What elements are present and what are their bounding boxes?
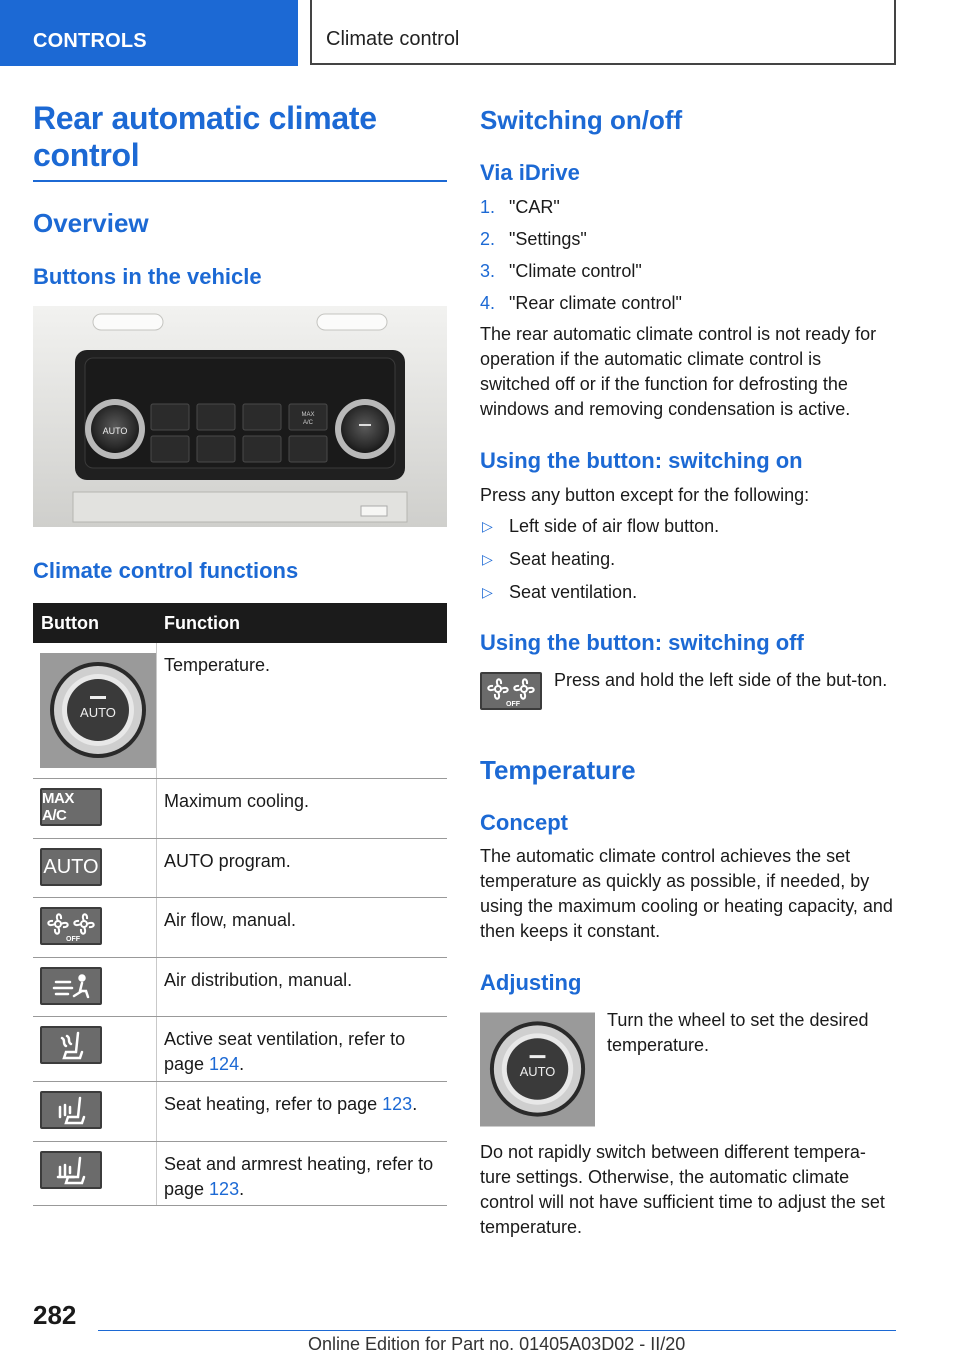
svg-text:AUTO: AUTO [80, 705, 116, 720]
edition-text: Online Edition for Part no. 01405A03D02 - II/20 [308, 1334, 686, 1354]
function-text: Active seat ventilation, refer to page 124. [164, 1029, 406, 1074]
table-row [33, 898, 447, 958]
col-button-header: Button [41, 613, 99, 633]
list-item: 2. "Settings" [480, 229, 587, 249]
exception-list [480, 510, 896, 609]
function-text: Seat heating, refer to page 123. [164, 1094, 418, 1114]
warning-text: Do not rapidly switch between different tempera-ture settings. Otherwise, the automatic climate control will not have sufficient time to adjust the set temperature. [480, 1142, 885, 1237]
svg-text:OFF: OFF [506, 701, 520, 708]
list-item: 3. "Climate control" [480, 261, 642, 281]
max-ac-icon: MAX A/C [40, 788, 102, 826]
adjusting-heading: Adjusting [480, 970, 582, 995]
temperature-heading: Temperature [480, 755, 636, 785]
list-item: ▷ Seat ventilation. [482, 582, 638, 602]
left-column [33, 100, 447, 1199]
footer-rule [98, 1330, 896, 1331]
rear-panel-illustration [33, 306, 447, 527]
page-link-123[interactable]: 123 [209, 1179, 240, 1199]
section-title: CONTROLS [33, 30, 147, 52]
function-text: Seat and armrest heating, refer to page 123. [164, 1154, 434, 1199]
table-row [33, 643, 447, 779]
function-text: AUTO program. [164, 851, 291, 871]
svg-text:OFF: OFF [66, 936, 80, 943]
chapter-box [310, 0, 896, 65]
page-header [0, 0, 960, 66]
via-idrive-heading: Via iDrive [480, 160, 580, 185]
seat-armrest-heating-icon [40, 1151, 102, 1189]
table-row [33, 779, 447, 839]
fan-icon [40, 907, 102, 945]
function-text: Air distribution, manual. [164, 970, 353, 990]
photo-auto-text: AUTO [102, 426, 128, 436]
functions-table [33, 603, 447, 1206]
table-header [33, 603, 447, 643]
idrive-steps [480, 191, 896, 319]
svg-text:AUTO: AUTO [519, 1063, 556, 1079]
concept-heading: Concept [480, 810, 568, 835]
concept-text: The automatic climate control achieves the set temperature as quickly as possible, if needed, by using the maximum cooling or heating capacity, and then keeps it constant. [480, 846, 893, 941]
table-row [33, 1142, 447, 1206]
switch-on-heading: Using the button: switching on [480, 448, 803, 473]
fan-icon [480, 672, 542, 710]
svg-text:MAX: MAX [301, 412, 315, 418]
table-row [33, 839, 447, 898]
list-item: 1. "CAR" [480, 197, 560, 217]
vehicle-buttons-photo [33, 306, 447, 527]
col-function-header: Function [164, 613, 240, 633]
page-link-124[interactable]: 124 [209, 1054, 240, 1074]
switch-on-text: Press any button except for the following: [480, 485, 810, 505]
seat-ventilation-icon [40, 1026, 102, 1064]
temperature-knob-icon [40, 653, 156, 768]
page-link-123[interactable]: 123 [382, 1094, 413, 1114]
page-title: Rear automatic climate control [33, 100, 447, 182]
list-item: ▷ Seat heating. [482, 549, 616, 569]
list-item: ▷ Left side of air flow button. [482, 516, 720, 536]
section-tab [0, 0, 298, 66]
function-text: Temperature. [164, 655, 271, 675]
table-row [33, 958, 447, 1017]
switching-heading: Switching on/off [480, 105, 683, 135]
list-item: 4. "Rear climate control" [480, 293, 682, 313]
not-ready-text: The rear automatic climate control is not ready for operation if the automatic climate control is switched off or if the function for defrosting the windows and removing condensation is active. [480, 324, 877, 419]
air-distribution-icon [40, 967, 102, 1005]
function-text: Air flow, manual. [164, 910, 297, 930]
function-text: Maximum cooling. [164, 791, 310, 811]
chapter-title: Climate control [326, 28, 460, 50]
buttons-heading: Buttons in the vehicle [33, 264, 262, 289]
adjusting-text: Turn the wheel to set the desired temperature. [607, 1010, 869, 1055]
svg-text:A/C: A/C [302, 420, 314, 426]
table-row [33, 1082, 447, 1142]
switch-off-text: Press and hold the left side of the but-ton. [554, 670, 888, 690]
temperature-knob-icon [480, 1012, 595, 1127]
table-row [33, 1017, 447, 1082]
auto-icon: AUTO [40, 848, 102, 886]
page-number: 282 [33, 1300, 77, 1330]
functions-heading: Climate control functions [33, 558, 299, 583]
switch-off-heading: Using the button: switching off [480, 630, 804, 655]
seat-heating-icon [40, 1091, 102, 1129]
overview-heading: Overview [33, 208, 149, 238]
